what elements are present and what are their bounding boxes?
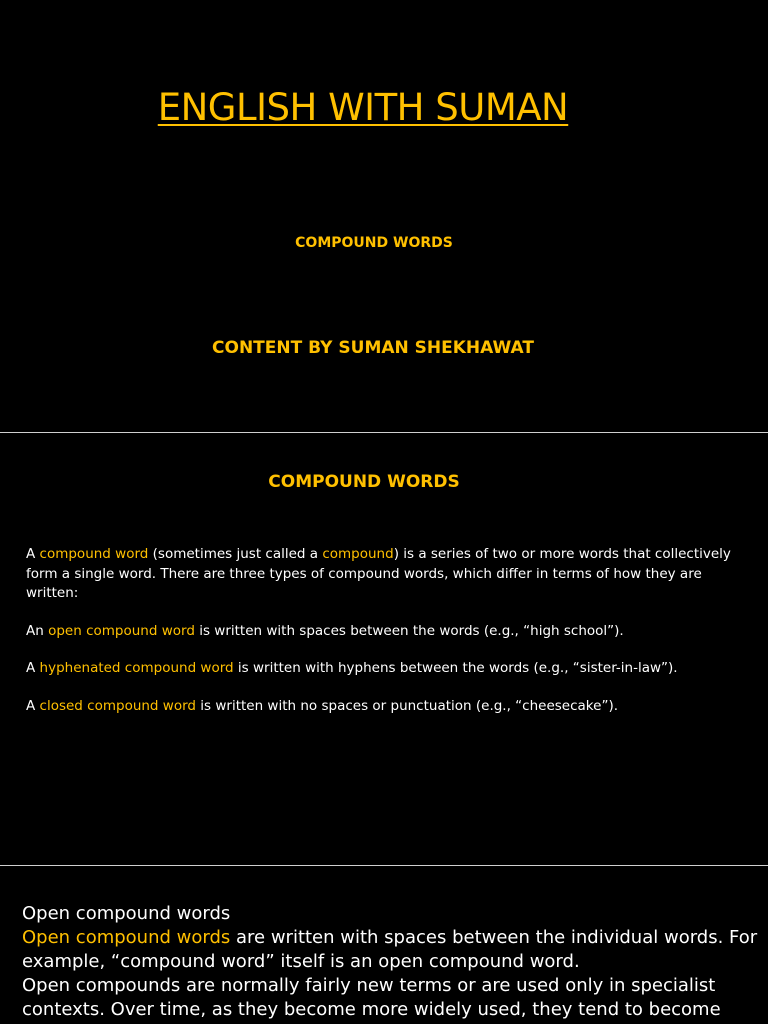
paragraph-open-compound [26, 622, 741, 642]
section-heading: Open compound words [22, 903, 231, 924]
text: are written with spaces between the individual words. For example, “compound word” itself is an open compound word. [22, 927, 758, 972]
highlight-term: Open compound words [22, 927, 231, 948]
paragraph-usage: Open compounds are normally fairly new terms or are used only in specialist contexts. Over time, as they become more widely used, they tend to become [22, 975, 721, 1020]
highlight-term: hyphenated compound word [39, 660, 234, 676]
text: A [26, 660, 40, 676]
slide-body [26, 545, 741, 734]
text: (sometimes just called a [148, 546, 323, 562]
text: An [26, 622, 49, 639]
definition-slide [0, 433, 768, 865]
text: is written with spaces between the words (e.g., “high school”). [194, 622, 624, 639]
slide-title: ENGLISH WITH SUMAN [157, 86, 569, 129]
slide-body [22, 902, 760, 1022]
text: A [26, 697, 40, 714]
title-slide [0, 0, 768, 432]
author-credit: CONTENT BY SUMAN SHEKHAWAT [212, 338, 534, 358]
paragraph-closed-compound [26, 697, 741, 717]
highlight-term: open compound word [48, 622, 195, 639]
slide-subtitle: COMPOUND WORDS [295, 235, 453, 251]
text: is written with no spaces or punctuation (e.g., “cheesecake”). [195, 697, 618, 714]
highlight-term: compound word [39, 546, 149, 562]
slide-heading: COMPOUND WORDS [268, 472, 460, 492]
paragraph-definition [26, 545, 741, 604]
paragraph-open-compound [22, 926, 760, 974]
highlight-term: compound [322, 546, 394, 562]
highlight-term: closed compound word [39, 697, 196, 714]
text: is written with hyphens between the words (e.g., “sister-in-law”). [233, 660, 678, 676]
open-compound-slide [0, 866, 768, 1024]
paragraph-hyphenated-compound [26, 659, 741, 679]
text: A [26, 546, 40, 562]
text: ) is a series of two or more words that collectively form a single word. There are three types of compound words, which differ in terms of how they are written: [26, 546, 731, 601]
